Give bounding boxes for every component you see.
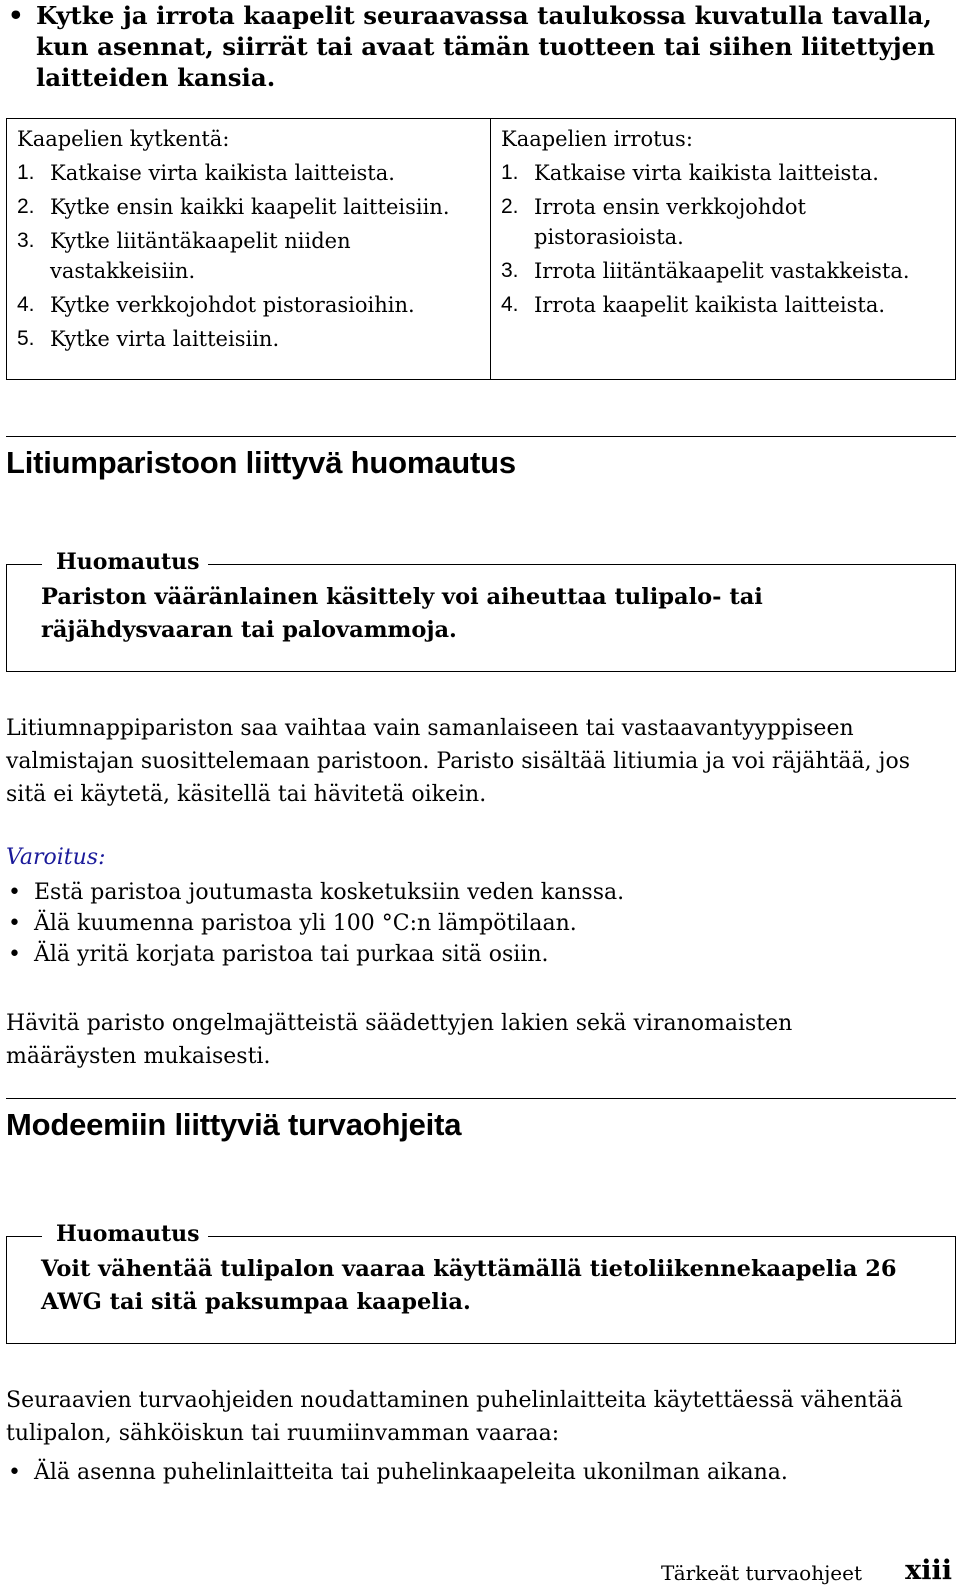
step-text: Kytke verkkojohdot pistorasioihin. (50, 293, 415, 317)
list-item (17, 288, 480, 322)
modem-bullet-list (6, 1457, 956, 1488)
bullet-mark: • (8, 880, 21, 905)
step-number: 2. (501, 195, 519, 218)
lithium-heading: Litiumparistoon liittyvä huomautus (6, 445, 516, 480)
step-text: Katkaise virta kaikista laitteista. (50, 161, 395, 185)
step-text: Kytke virta laitteisiin. (50, 327, 280, 351)
step-text: Katkaise virta kaikista laitteista. (534, 161, 879, 185)
list-item (6, 908, 956, 939)
cable-disconnect-heading: Kaapelien irrotus: (501, 127, 693, 151)
bullet-mark: • (8, 1460, 21, 1485)
warning-text: Älä kuumenna paristoa yli 100 °C:n lämpötilaan. (34, 911, 577, 936)
list-item (17, 156, 480, 190)
cable-disconnect-steps (501, 156, 945, 322)
list-item (17, 190, 480, 224)
warning-label: Varoitus: (6, 845, 106, 870)
warning-text: Älä yritä korjata paristoa tai purkaa sitä osiin. (34, 942, 549, 967)
modem-heading: Modeemiin liittyviä turvaohjeita (6, 1107, 462, 1142)
notice-text: Pariston vääränlainen käsittely voi aiheuttaa tulipalo- tai räjähdysvaaran tai palovammoja. (41, 584, 763, 643)
step-text: Irrota liitäntäkaapelit vastakkeista. (534, 259, 910, 283)
list-item (501, 190, 945, 254)
step-text: Kytke liitäntäkaapelit niiden vastakkeisiin. (50, 229, 351, 283)
cable-connect-steps (17, 156, 480, 356)
list-item (17, 322, 480, 356)
disposal-paragraph: Hävitä paristo ongelmajätteistä säädettyjen lakien sekä viranomaisten määräysten mukaisesti. (6, 1011, 793, 1069)
cable-table (6, 118, 956, 380)
modem-paragraph: Seuraavien turvaohjeiden noudattaminen puhelinlaitteita käytettäessä vähentää tulipalon, sähköiskun tai ruumiinvamman vaaraa: (6, 1388, 903, 1446)
bullet-mark: • (8, 911, 21, 936)
list-item (6, 939, 956, 970)
warning-text: Estä paristoa joutumasta kosketuksiin veden kanssa. (34, 880, 625, 905)
cable-connect-heading: Kaapelien kytkentä: (17, 127, 230, 151)
list-item (501, 288, 945, 322)
intro-bullet-text: Kytke ja irrota kaapelit seuraavassa taulukossa kuvatulla tavalla, kun asennat, siirrät tai avaat tämän tuotteen tai siihen liitettyjen laitteiden kansia. (36, 1, 936, 92)
bullet-mark: • (8, 1, 24, 30)
step-number: 3. (17, 229, 35, 252)
step-number: 3. (501, 259, 519, 282)
bullet-mark: • (8, 942, 21, 967)
list-item (6, 1457, 956, 1488)
step-number: 4. (501, 293, 519, 316)
lithium-paragraph: Litiumnappipariston saa vaihtaa vain samanlaiseen tai vastaavantyyppiseen valmistajan suosittelemaan paristoon. Paristo sisältää litiumia ja voi räjähtää, jos sitä ei käytetä, käsitellä tai hävitetä oikein. (6, 716, 910, 807)
footer-title: Tärkeät turvaohjeet (660, 1561, 862, 1585)
section-rule (6, 1098, 956, 1099)
modem-bullet-text: Älä asenna puhelinlaitteita tai puhelinkaapeleita ukonilman aikana. (34, 1460, 788, 1485)
step-number: 1. (17, 161, 35, 184)
step-number: 5. (17, 327, 35, 350)
step-number: 2. (17, 195, 35, 218)
list-item (17, 224, 480, 288)
warning-list (6, 877, 956, 970)
step-text: Kytke ensin kaikki kaapelit laitteisiin. (50, 195, 450, 219)
cable-disconnect-column (491, 119, 955, 379)
cable-connect-column (7, 119, 491, 379)
page-number: xiii (905, 1555, 952, 1586)
intro-bullet (8, 0, 948, 93)
modem-notice-box (6, 1221, 956, 1344)
section-rule (6, 436, 956, 437)
step-text: Irrota ensin verkkojohdot pistorasioista. (534, 195, 806, 249)
step-number: 1. (501, 161, 519, 184)
list-item (501, 156, 945, 190)
step-number: 4. (17, 293, 35, 316)
list-item (6, 877, 956, 908)
notice-label: Huomautus (42, 547, 208, 577)
lithium-notice-box (6, 549, 956, 672)
notice-label: Huomautus (42, 1219, 208, 1249)
step-text: Irrota kaapelit kaikista laitteista. (534, 293, 886, 317)
list-item (501, 254, 945, 288)
notice-text: Voit vähentää tulipalon vaaraa käyttämällä tietoliikennekaapelia 26 AWG tai sitä paksumpaa kaapelia. (41, 1256, 897, 1315)
